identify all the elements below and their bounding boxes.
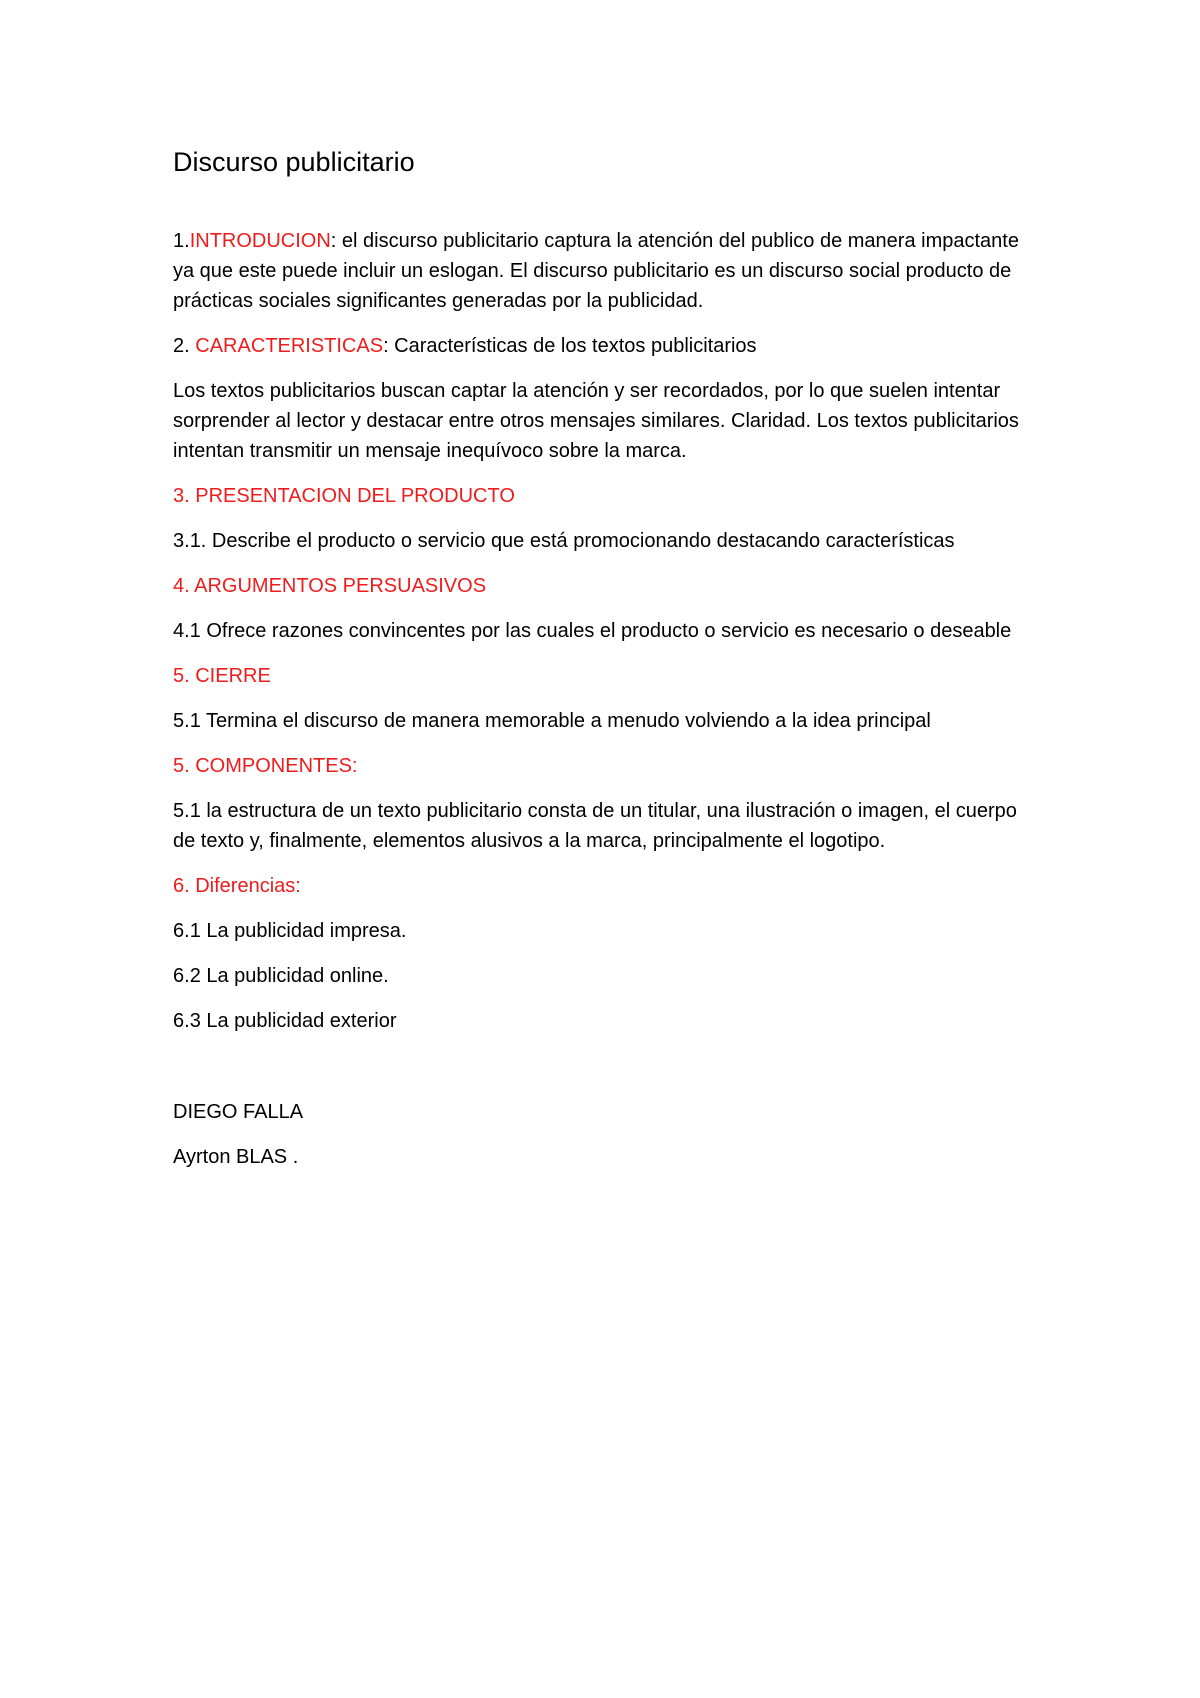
caracteristicas-number: 2. [173, 335, 196, 357]
caracteristicas-body: Los textos publicitarios buscan captar la atención y ser recordados, por lo que suelen intentar sorprender al lector y destacar entre otros mensajes similares. Claridad. Los textos publicitarios intentan transmitir un mensaje inequívoco sobre la marca. [173, 380, 1019, 462]
cierre-item [173, 706, 1043, 736]
presentacion-item-number: 3. [173, 530, 190, 552]
spacer [173, 1051, 1043, 1097]
argumentos-heading: 4. ARGUMENTOS PERSUASIVOS [173, 575, 487, 597]
argumentos-item: 4.1 Ofrece razones convincentes por las cuales el producto o servicio es necesario o deseable [173, 620, 1012, 642]
cierre-item-text: 1 Termina el discurso de manera memorable a menudo volviendo a la idea principal [189, 710, 931, 732]
diferencias-item [173, 916, 1043, 946]
componentes-heading: 5. COMPONENTES: [173, 755, 358, 777]
componentes-item-text: 1 la estructura de un texto publicitario consta de un titular, una ilustración o imagen, el cuerpo de texto y, finalmente, elementos alusivos a la marca, principalmente el logotipo. [173, 800, 1017, 852]
caracteristicas-heading: CARACTERISTICAS [195, 335, 384, 357]
diferencias-item-number: 6. [173, 920, 190, 942]
document-title: Discurso publicitario [173, 147, 415, 177]
author-name: DIEGO FALLA [173, 1101, 304, 1123]
caracteristicas-heading-line [173, 331, 1043, 361]
intro-heading: INTRODUCION [189, 230, 331, 252]
presentacion-item [173, 526, 1043, 556]
presentacion-item-text: 1. Describe el producto o servicio que está promocionando destacando características [189, 530, 955, 552]
intro-paragraph [173, 226, 1043, 316]
author-name: Ayrton BLAS . [173, 1146, 299, 1168]
diferencias-item-number: 6. [173, 1010, 190, 1032]
diferencias-item [173, 961, 1043, 991]
diferencias-item-text: 3 La publicidad exterior [189, 1010, 397, 1032]
caracteristicas-text: : Características de los textos publicitarios [383, 335, 757, 357]
diferencias-item [173, 1006, 1043, 1036]
intro-number: 1. [173, 230, 190, 252]
document-content [173, 142, 1043, 1187]
intro-text: : el discurso publicitario captura la atención del publico de manera impactante ya que este puede incluir un eslogan. El discurso publicitario es un discurso social producto de prácticas sociales significantes generadas por la publicidad. [173, 230, 1019, 312]
diferencias-heading: 6. Diferencias: [173, 875, 301, 897]
componentes-item-number: 5. [173, 800, 190, 822]
presentacion-heading: 3. PRESENTACION DEL PRODUCTO [173, 485, 515, 507]
diferencias-item-text: 2 La publicidad online. [189, 965, 389, 987]
diferencias-item-number: 6. [173, 965, 190, 987]
cierre-item-number: 5. [173, 710, 190, 732]
cierre-heading: 5. CIERRE [173, 665, 271, 687]
diferencias-item-text: 1 La publicidad impresa. [189, 920, 407, 942]
componentes-item [173, 796, 1043, 856]
